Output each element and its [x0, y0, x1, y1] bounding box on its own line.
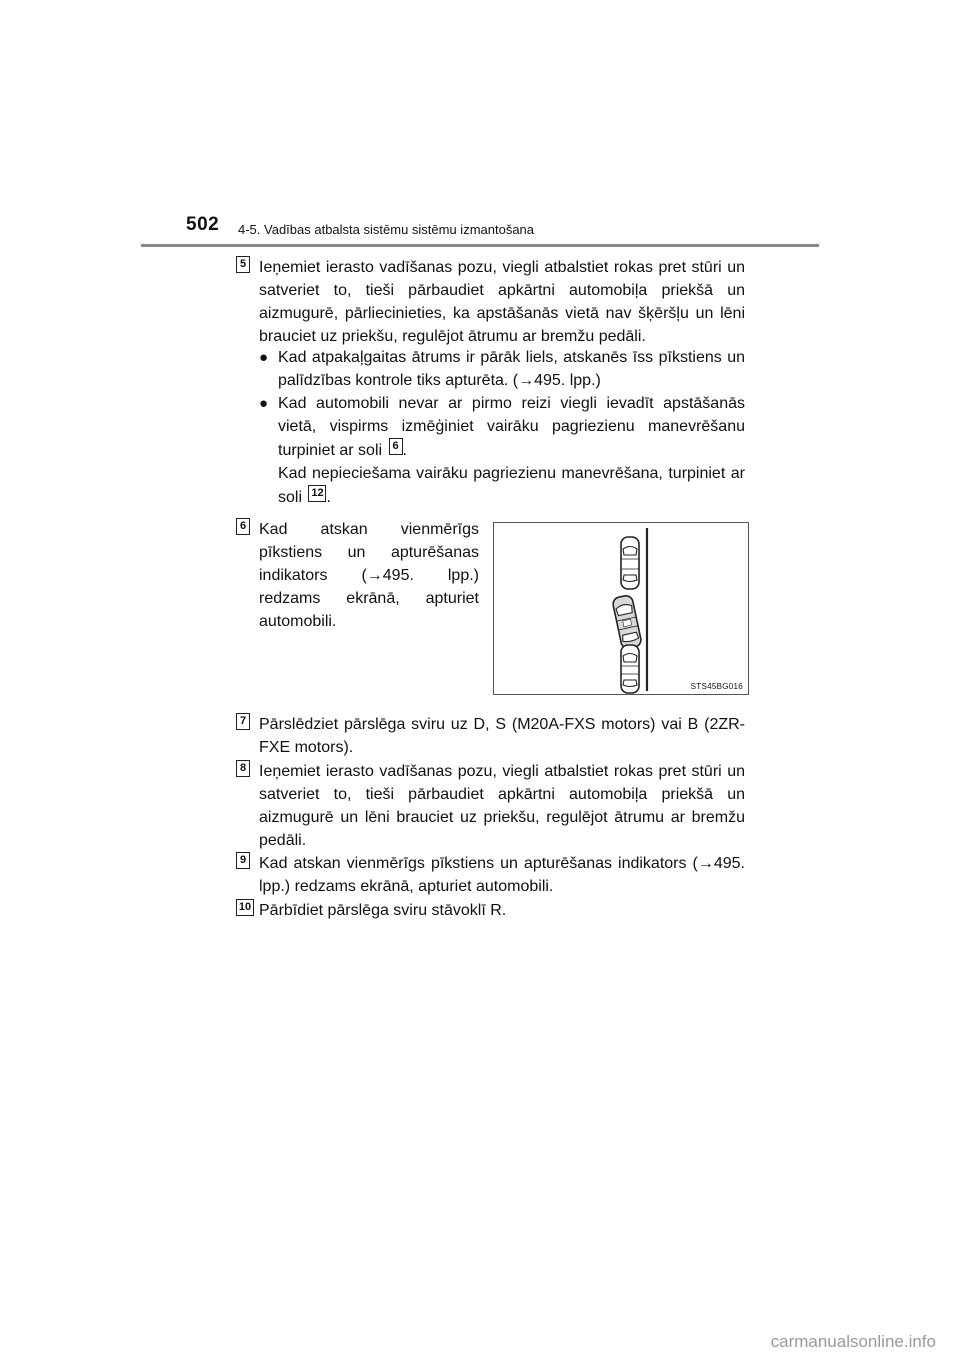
page-number: 502 — [186, 214, 220, 235]
step-number-7: 7 — [236, 713, 250, 730]
bullet-dot-icon: ● — [259, 349, 269, 366]
step-7-text: Pārslēdziet pārslēga sviru uz D, S (M20A-FXS motors) vai B (2ZR-FXE motors). — [259, 716, 745, 756]
step-5-text: Ieņemiet ierasto vadīšanas pozu, viegli atbalstiet rokas pret stūri un satveriet to, tieši pārbaudiet apkārtni automobiļa priekšā un aizmugurē, pārliecinieties, ka apstāšanās vietā nav šķēršļu un lēni brauciet uz priekšu, regulējot ātrumu ar bremžu pedāli. — [259, 259, 745, 345]
section-title: 4-5. Vadības atbalsta sistēmu sistēmu izmantošana — [238, 222, 535, 237]
bullet-text: Kad atpakaļgaitas ātrums ir pārāk liels, atskanēs īss pīkstiens un palīdzības kontrole tiks apturēta. (→495. lpp.) — [278, 349, 745, 389]
period: . — [402, 442, 407, 459]
step-number-9: 9 — [236, 852, 250, 869]
header-divider — [141, 244, 819, 247]
bullet-text-part-b: Kad nepieciešama vairāku pagriezienu manevrēšana, turpiniet ar soli — [278, 465, 745, 506]
figure-code: STS45BG016 — [690, 682, 743, 691]
step-ref-12: 12 — [308, 485, 326, 502]
step-8-text: Ieņemiet ierasto vadīšanas pozu, viegli atbalstiet rokas pret stūri un satveriet to, tieši pārbaudiet apkārtni automobiļa priekšā un aizmugurē un lēni brauciet uz priekšu, regulējot ātrumu ar bremžu pedāli. — [259, 763, 745, 849]
step-9-text: Kad atskan vienmērīgs pīkstiens un apturēšanas indikators (→495. lpp.) redzams ekrānā, apturiet automobili. — [259, 855, 745, 895]
step-number-10: 10 — [236, 899, 254, 916]
step-number-5: 5 — [236, 256, 250, 273]
parking-diagram — [494, 523, 748, 694]
period: . — [326, 489, 331, 506]
step-10-text: Pārbīdiet pārslēga sviru stāvoklī R. — [259, 902, 507, 919]
watermark: carmanualsonline.info — [770, 1332, 936, 1351]
step-ref-6: 6 — [389, 438, 403, 455]
step-number-8: 8 — [236, 760, 250, 777]
parking-illustration — [493, 522, 749, 695]
step-number-6: 6 — [236, 518, 250, 535]
step-6-text: Kad atskan vienmērīgs pīkstiens un apturēšanas indikators (→495. lpp.) redzams ekrānā, apturiet automobili. — [259, 521, 479, 630]
bullet-text-part-a: Kad automobili nevar ar pirmo reizi viegli ievadīt apstāšanās vietā, vispirms izmēģiniet vairāku pagriezienu manevrēšanu turpiniet ar soli — [278, 395, 745, 459]
parked-car-rear — [621, 645, 639, 693]
bullet-text — [278, 392, 745, 509]
maneuvering-car — [612, 594, 642, 649]
step-5-bullet-2 — [259, 392, 745, 509]
step-5-bullet-1 — [259, 346, 745, 392]
bullet-dot-icon: ● — [259, 395, 269, 412]
parked-car-front — [621, 537, 639, 589]
